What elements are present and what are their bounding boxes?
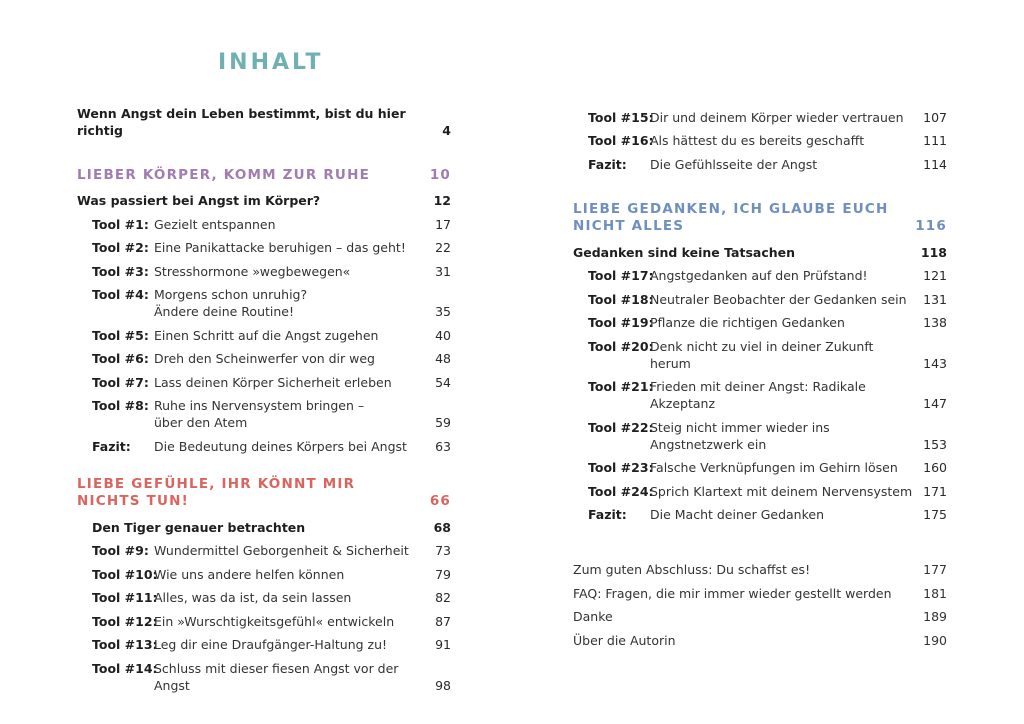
- tool-label: Tool #4:: [92, 287, 149, 302]
- toc-entry[interactable]: [573, 608, 947, 625]
- page-number: 189: [923, 609, 947, 624]
- page-number: 114: [923, 156, 947, 172]
- tool-title-line-1: Alles, was da ist, da sein lassen: [154, 590, 352, 605]
- page-number: 91: [435, 637, 451, 652]
- tool-title-line-1: Schluss mit dieser fiesen Angst vor der Angst: [154, 660, 399, 693]
- tool-title-line-1: Sprich Klartext mit deinem Nervensystem: [650, 483, 913, 499]
- tool-title-line-1: Wie uns andere helfen können: [154, 566, 345, 582]
- tool-title-line-1: Als hättest du es bereits geschafft: [650, 133, 865, 148]
- page-number: 73: [435, 543, 451, 558]
- page-number: 153: [923, 436, 947, 452]
- tool-label: Tool #7:: [92, 374, 149, 390]
- chapter-title: LIEBE GEFÜHLE, IHR KÖNNT MIR NICHTS TUN!: [77, 475, 356, 509]
- page-number: 12: [433, 193, 451, 208]
- tool-entry[interactable]: [573, 109, 947, 126]
- entry-title: Wenn Angst dein Leben bestimmt, bist du hier richtig: [77, 106, 406, 138]
- entry-title: FAQ: Fragen, die mir immer wieder gestellt werden: [573, 585, 892, 601]
- tool-title: [650, 338, 917, 372]
- chapter-title: LIEBER KÖRPER, KOMM ZUR RUHE: [77, 167, 370, 183]
- tool-title-line-1: Neutraler Beobachter der Gedanken sein: [650, 291, 907, 307]
- page-number: 87: [435, 613, 451, 629]
- page-number: 107: [923, 109, 947, 125]
- toc-entry[interactable]: [573, 561, 947, 578]
- section-title: Den Tiger genauer betrachten: [92, 519, 306, 535]
- tool-entry[interactable]: [573, 483, 947, 500]
- tool-label: Tool #14:: [92, 660, 158, 676]
- toc-left-column: [77, 102, 451, 694]
- tool-title-line-2: über den Atem: [154, 415, 248, 430]
- tool-entry[interactable]: [77, 263, 451, 280]
- tool-entry[interactable]: [77, 374, 451, 391]
- tool-title: [650, 419, 830, 453]
- chapter-heading-2[interactable]: [77, 476, 451, 510]
- tool-label: Tool #8:: [92, 398, 149, 413]
- tool-label: Tool #16:: [588, 133, 654, 148]
- toc-section-3[interactable]: [573, 244, 947, 261]
- page-number: 118: [920, 244, 947, 260]
- tool-title-line-1: Eine Panikattacke beruhigen – das geht!: [154, 240, 406, 255]
- page-number: 66: [429, 492, 451, 509]
- page-number: 17: [435, 216, 451, 232]
- tool-title: [154, 374, 392, 391]
- page-number: 22: [435, 240, 451, 255]
- entry-title: Zum guten Abschluss: Du schaffst es!: [573, 562, 811, 577]
- closing-list: [573, 561, 947, 649]
- tool-title: [154, 216, 276, 233]
- page-number: 111: [923, 133, 947, 148]
- page-number: 35: [435, 304, 451, 319]
- tool-title: [154, 286, 307, 320]
- tool-entry[interactable]: [77, 239, 451, 256]
- tool-list-1: [77, 216, 451, 455]
- tool-title: [154, 239, 406, 256]
- tool-entry[interactable]: [573, 132, 947, 149]
- tool-entry[interactable]: [77, 589, 451, 606]
- tool-title: [650, 132, 864, 149]
- page-number: 31: [435, 263, 451, 279]
- tool-label: Tool #12:: [92, 613, 158, 629]
- tool-entry[interactable]: [77, 327, 451, 344]
- tool-title-line-1: Leg dir eine Draufgänger-Haltung zu!: [154, 637, 388, 652]
- tool-title-line-1: Denk nicht zu viel in deiner Zukunft herum: [650, 338, 874, 371]
- tool-label: Tool #2:: [92, 240, 149, 255]
- tool-list-2: [77, 542, 451, 694]
- tool-label: Tool #22:: [588, 419, 654, 435]
- tool-entry[interactable]: [77, 397, 451, 431]
- tool-title: [650, 483, 912, 500]
- tool-title-line-1: Dir und deinem Körper wieder vertrauen: [650, 109, 904, 125]
- page-number: 4: [442, 123, 451, 138]
- tool-title-line-1: Angstgedanken auf den Prüfstand!: [650, 268, 868, 283]
- tool-title-line-1: Pflanze die richtigen Gedanken: [650, 315, 845, 330]
- chapter-title-line-2: NICHT ALLES 116: [573, 217, 947, 234]
- page-number: 59: [435, 415, 451, 430]
- page-number: 131: [923, 291, 947, 307]
- toc-section-2[interactable]: [77, 519, 451, 536]
- tool-title-line-1: Wundermittel Geborgenheit & Sicherheit: [154, 543, 409, 558]
- tool-label: Tool #18:: [588, 291, 654, 307]
- page-number: 54: [435, 374, 451, 390]
- tool-entry[interactable]: [573, 338, 947, 372]
- toc-right-column: [573, 102, 947, 649]
- tool-entry[interactable]: [77, 636, 451, 653]
- tool-entry[interactable]: [573, 459, 947, 476]
- tool-title: [154, 350, 375, 367]
- tool-list-3: [573, 267, 947, 523]
- page-number: 190: [923, 632, 947, 648]
- page-number: 175: [923, 507, 947, 522]
- page-number: 40: [435, 327, 451, 343]
- tool-title: [650, 109, 904, 126]
- tool-label: Tool #24:: [588, 483, 654, 499]
- tool-title-line-1: Die Gefühlsseite der Angst: [650, 156, 818, 172]
- tool-label: Tool #19:: [588, 315, 654, 330]
- page-number: 116: [915, 217, 947, 234]
- tool-title: [650, 506, 824, 523]
- tool-title-line-2: Ändere deine Routine!: [154, 304, 295, 319]
- chapter-heading-3[interactable]: [573, 201, 947, 235]
- tool-entry[interactable]: [77, 350, 451, 367]
- toc-entry-intro[interactable]: [77, 105, 451, 139]
- tool-entry[interactable]: [573, 156, 947, 173]
- page-number: 48: [435, 351, 451, 366]
- section-title: Was passiert bei Angst im Körper?: [77, 193, 321, 208]
- tool-title: [650, 156, 817, 173]
- tool-label: Tool #5:: [92, 327, 149, 343]
- tool-label: Tool #11:: [92, 590, 158, 605]
- chapter-title-line-1: LIEBE GEDANKEN, ICH GLAUBE EUCH: [573, 200, 889, 217]
- page-number: 138: [923, 315, 947, 330]
- tool-title-line-1: Stresshormone »wegbewegen«: [154, 263, 351, 279]
- tool-title-line-1: Frieden mit deiner Angst: Radikale Akzeptanz: [650, 379, 866, 411]
- tool-entry[interactable]: [573, 506, 947, 523]
- tool-title: [154, 263, 350, 280]
- tool-entry[interactable]: [573, 378, 947, 412]
- tool-label: Tool #1:: [92, 216, 149, 232]
- tool-title-line-1: Die Bedeutung deines Körpers bei Angst: [154, 438, 407, 454]
- page-number: 143: [923, 355, 947, 371]
- tool-label: Tool #6:: [92, 351, 149, 366]
- toc-entry[interactable]: [573, 585, 947, 602]
- tool-entry[interactable]: [77, 566, 451, 583]
- page-number: 82: [435, 590, 451, 605]
- page-number: 10: [429, 167, 451, 183]
- tool-list-2-continued: [573, 109, 947, 173]
- tool-title-line-1: Falsche Verknüpfungen im Gehirn lösen: [650, 460, 898, 475]
- tool-title: [650, 291, 907, 308]
- tool-title: [154, 542, 409, 559]
- toc-section-1[interactable]: [77, 192, 451, 209]
- tool-title: [650, 314, 845, 331]
- tool-entry[interactable]: [77, 660, 451, 694]
- tool-title-line-1: Gezielt entspannen: [154, 216, 276, 232]
- tool-label: Fazit:: [588, 507, 627, 522]
- tool-title: [650, 378, 917, 412]
- tool-title-line-1: Lass deinen Körper Sicherheit erleben: [154, 374, 392, 390]
- page-number: 98: [435, 677, 451, 693]
- tool-label: Tool #17:: [588, 268, 654, 283]
- tool-title-line-2: Angstnetzwerk ein: [650, 436, 767, 452]
- tool-title: [154, 438, 407, 455]
- tool-title: [650, 267, 868, 284]
- page-number: 171: [923, 483, 947, 499]
- tool-entry[interactable]: [573, 419, 947, 453]
- tool-title: [154, 566, 344, 583]
- tool-label: Tool #3:: [92, 263, 149, 279]
- tool-entry[interactable]: [573, 314, 947, 331]
- tool-label: Tool #9:: [92, 543, 149, 558]
- tool-entry[interactable]: [573, 291, 947, 308]
- tool-title: [154, 660, 421, 694]
- tool-title: [154, 397, 364, 431]
- section-title: Gedanken sind keine Tatsachen: [573, 244, 796, 260]
- tool-label: Tool #13:: [92, 637, 158, 652]
- tool-label: Tool #10:: [92, 566, 158, 582]
- tool-label: Tool #23:: [588, 460, 654, 475]
- tool-entry[interactable]: [77, 286, 451, 320]
- tool-entry[interactable]: [77, 438, 451, 455]
- toc-entry[interactable]: [573, 632, 947, 649]
- page-number: 181: [923, 585, 947, 601]
- tool-title: [154, 636, 387, 653]
- tool-title: [650, 459, 898, 476]
- tool-title-line-1: Einen Schritt auf die Angst zugehen: [154, 327, 379, 343]
- tool-title-line-1: Steig nicht immer wieder ins: [650, 419, 830, 435]
- tool-title: [154, 613, 394, 630]
- page-title: INHALT: [218, 50, 324, 75]
- tool-title-line-1: Ein »Wurschtigkeitsgefühl« entwickeln: [154, 613, 395, 629]
- page-number: 177: [923, 562, 947, 577]
- tool-title-line-1: Die Macht deiner Gedanken: [650, 507, 824, 522]
- tool-label: Fazit:: [588, 156, 627, 172]
- tool-label: Fazit:: [92, 438, 131, 454]
- tool-entry[interactable]: [77, 542, 451, 559]
- tool-title: [154, 589, 351, 606]
- chapter-heading-1[interactable]: [77, 167, 451, 184]
- page-number: 121: [923, 268, 947, 283]
- tool-label: Tool #21:: [588, 379, 654, 394]
- entry-title: Über die Autorin: [573, 632, 676, 648]
- tool-label: Tool #20:: [588, 338, 654, 354]
- tool-title-line-1: Morgens schon unruhig?: [154, 287, 308, 302]
- page-number: 63: [435, 438, 451, 454]
- tool-entry[interactable]: [77, 216, 451, 233]
- tool-entry[interactable]: [77, 613, 451, 630]
- entry-title: Danke: [573, 609, 613, 624]
- tool-title-line-1: Ruhe ins Nervensystem bringen –: [154, 398, 365, 413]
- page-number: 79: [435, 566, 451, 582]
- tool-title: [154, 327, 378, 344]
- tool-label: Tool #15:: [588, 109, 654, 125]
- page-number: 160: [923, 460, 947, 475]
- page-number: 68: [433, 519, 451, 535]
- tool-title-line-1: Dreh den Scheinwerfer von dir weg: [154, 351, 375, 366]
- page-number: 147: [923, 396, 947, 411]
- tool-entry[interactable]: [573, 267, 947, 284]
